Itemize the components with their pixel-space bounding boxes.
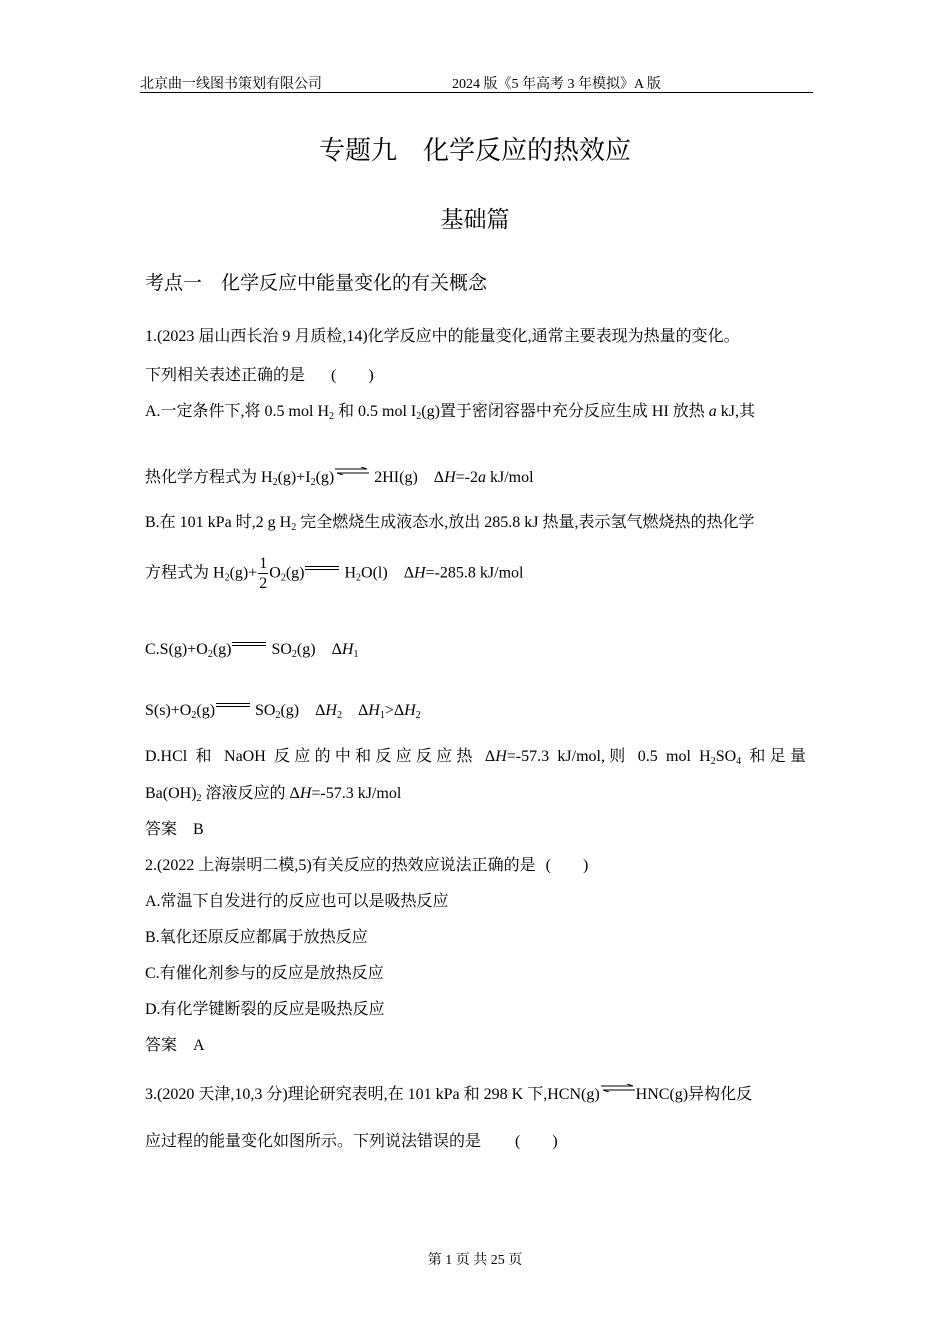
- q1-option-d-line2: $Ba(OH)_2$ 溶液反应的 ΔH=-57.3 kJ/mol: [145, 785, 402, 804]
- page-number: 第 1 页 共 25 页: [427, 1253, 523, 1268]
- q3-answer-paren: ( ): [515, 1133, 558, 1150]
- q1-option-a-line2: 热化学方程式为 $H_2(g)+I_2(g)$ 2HI(g) ΔH=-2a kJ/mol: [145, 469, 534, 488]
- page-subtitle: 基础篇: [440, 207, 510, 233]
- q2-stem: 2.(2022 上海崇明二模,5)有关反应的热效应说法正确的是 ( ): [145, 857, 589, 874]
- q1-option-d-line1: D.HCl 和 NaOH 反应的中和反应反应热 ΔH=-57.3 kJ/mol,则 0.5 mol $H_2SO_4$ 和足量: [145, 748, 806, 767]
- q2-option-a: A.常温下自发进行的反应也可以是吸热反应: [145, 893, 449, 910]
- double-line-arrow-icon: [305, 565, 339, 571]
- q1-stem-line1: 1.(2023 届山西长治 9 月质检,14)化学反应中的能量变化,通常主要表现为热量的变化。: [145, 328, 740, 345]
- q3-stem-line2: 应过程的能量变化如图所示。下列说法错误的是 ( ): [145, 1133, 558, 1150]
- equilibrium-arrow-icon: [601, 1084, 635, 1092]
- q1-option-c-line2: $S(s)+O_2(g)$ $SO_2(g)$ $\Delta H_2$ $\Delta H_1>\Delta H_2$: [145, 702, 421, 721]
- q1-option-b-line2: 方程式为 $H_2(g)+$ $\frac{1}{2}$ $O_2(g)$ $H_2O(l)$ ΔH=-285.8 kJ/mol: [145, 555, 524, 592]
- q1-option-a-line1: A.一定条件下,将 0.5 mol $H_2$ 和 0.5 mol $I_2(g)$置于密闭容器中充分反应生成 HI 放热 a kJ,其: [145, 403, 756, 422]
- q2-answer: 答案 A: [145, 1037, 205, 1054]
- q3-stem-line1: 3.(2020 天津,10,3 分)理论研究表明,在 101 kPa 和 298 K 下,HCN(g) HNC(g)异构化反: [145, 1086, 753, 1103]
- q1-stem-text: 下列相关表述正确的是: [145, 367, 306, 384]
- q1-option-b-line1: B.在 101 kPa 时,2 g $H_2$ 完全燃烧生成液态水,放出 285.8 kJ 热量,表示氢气燃烧热的热化学: [145, 514, 755, 533]
- q1-stem-line2: [145, 362, 374, 385]
- q2-answer-paren: ( ): [545, 857, 589, 874]
- double-line-arrow-icon: [232, 641, 266, 647]
- header-edition: 2024 版《5 年高考 3 年模拟》A 版: [452, 77, 661, 92]
- q2-option-d: D.有化学键断裂的反应是吸热反应: [145, 1001, 385, 1018]
- equilibrium-arrow-icon: [335, 467, 369, 475]
- header-publisher: 北京曲一线图书策划有限公司: [140, 77, 322, 92]
- section-heading: 考点一 化学反应中能量变化的有关概念: [145, 272, 488, 294]
- q2-option-c: C.有催化剂参与的反应是放热反应: [145, 965, 384, 982]
- q1-option-c-line1: $C.S(g)+O_2(g)$ $SO_2(g)$ $\Delta H_1$: [145, 641, 359, 660]
- double-line-arrow-icon: [216, 702, 250, 708]
- q1-answer: 答案 B: [145, 821, 204, 838]
- fraction-one-half: $\frac{1}{2}$: [259, 555, 268, 592]
- q2-option-b: B.氧化还原反应都属于放热反应: [145, 929, 368, 946]
- page-title: 专题九 化学反应的热效应: [318, 136, 631, 166]
- q1-answer-paren: ( ): [331, 367, 374, 384]
- header-divider: [140, 92, 813, 93]
